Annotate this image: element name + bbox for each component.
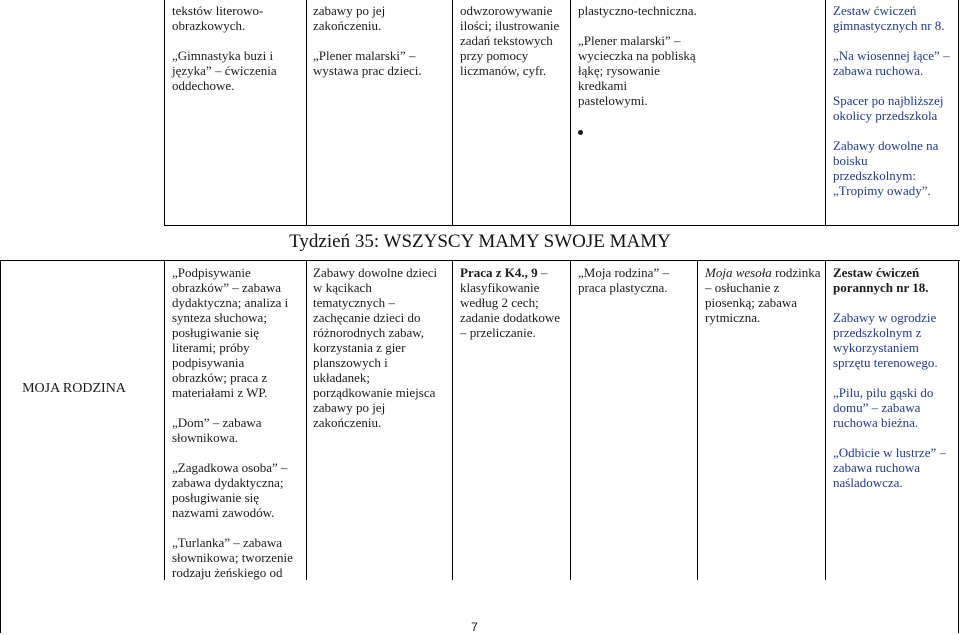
section-title: Zestaw ćwiczeń porannych nr 18. (833, 265, 929, 295)
grid-line (164, 225, 959, 226)
page-number: 7 (471, 620, 478, 634)
text-line: „Pilu, pilu gąski do domu” – zabawa ruchowa bieżna. (833, 385, 934, 430)
grid-line (825, 0, 826, 226)
bottom-cell-5 (705, 265, 821, 325)
text-line (705, 265, 821, 325)
grid-line (452, 0, 453, 226)
top-cell-4 (578, 3, 698, 138)
text-rest: – klasyfikowanie według 2 cech; zadanie dodatkowe – przeliczanie. (460, 265, 560, 340)
grid-line (570, 260, 571, 580)
grid-line (958, 0, 959, 226)
week-heading: Tydzień 35: WSZYSCY MAMY SWOJE MAMY (289, 231, 671, 252)
bottom-cell-2 (313, 265, 447, 430)
text-line: Zabawy dowolne na boisku przedszkolnym: „Tropimy owady”. (833, 138, 939, 198)
grid-line (306, 260, 307, 580)
text-line: Zabawy dowolne dzieci w kącikach tematycznych – zachęcanie dzieci do różnorodnych zabaw, korzystania z gier planszowych i układanek; porządkowanie miejsca zabawy po jej zakończeniu. (313, 265, 438, 430)
text-line: plastyczno-techniczna. (578, 3, 697, 18)
text-line: zabawy po jej zakończeniu. (313, 3, 386, 33)
text-line: odwzorowywanie ilości; ilustrowanie zadań tekstowych przy pomocy liczmanów, cyfr. (460, 3, 560, 78)
text-rest: rodzinka – osłuchanie z piosenką; zabawa rytmiczna. (705, 265, 821, 325)
text-line: „Zagadkowa osoba” – zabawa dydaktyczna; posługiwanie się nazwami zawodów. (172, 460, 288, 520)
grid-line (825, 260, 826, 580)
row-label: MOJA RODZINA (22, 381, 126, 396)
text-line: „Plener malarski” – wystawa prac dzieci. (313, 48, 422, 78)
text-lead: Moja wesoła (705, 265, 772, 280)
text-line (460, 265, 566, 340)
bottom-cell-3 (460, 265, 566, 340)
text-line: „Podpisywanie obrazków” – zabawa dydaktyczna; analiza i synteza słuchowa; posługiwanie się literami; próby podpisywania obrazków; praca z materiałami z WP. (172, 265, 289, 400)
text-line: „Na wiosennej łące” – zabawa ruchowa. (833, 48, 950, 78)
text-line: „Moja rodzina” – praca plastyczna. (578, 265, 669, 295)
grid-line (164, 260, 165, 580)
grid-line (697, 260, 698, 580)
top-cell-2 (313, 3, 443, 78)
text-lead: Praca z K4., 9 (460, 265, 538, 280)
text-line: „Odbicie w lustrze” – zabawa ruchowa naśladowcza. (833, 445, 946, 490)
grid-line (452, 260, 453, 580)
grid-line (958, 260, 959, 633)
top-cell-5 (833, 3, 953, 198)
text-line: tekstów literowo-obrazkowych. (172, 3, 264, 33)
text-line: „Dom” – zabawa słownikowa. (172, 415, 262, 445)
bullet (578, 123, 698, 138)
grid-line (570, 0, 571, 226)
top-cell-1 (172, 3, 300, 93)
text-line: „Gimnastyka buzi i języka” – ćwiczenia oddechowe. (172, 48, 277, 93)
section-title: Zestaw ćwiczeń gimnastycznych nr 8. (833, 3, 945, 33)
bottom-cell-4 (578, 265, 692, 295)
text-line: „Plener malarski” – wycieczka na pobliską łąkę; rysowanie kredkami pastelowymi. (578, 33, 696, 108)
bullet-dot (578, 130, 583, 135)
bottom-cell-6 (833, 265, 953, 490)
grid-line (0, 260, 1, 633)
grid-line (164, 0, 165, 226)
grid-line (306, 0, 307, 226)
text-line: Spacer po najbliższej okolicy przedszkola (833, 93, 944, 123)
grid-line (0, 260, 960, 261)
bottom-cell-1 (172, 265, 298, 580)
text-line: Zabawy w ogrodzie przedszkolnym z wykorzystaniem sprzętu terenowego. (833, 310, 938, 370)
top-cell-3 (460, 3, 566, 78)
text-line: „Turlanka” – zabawa słownikowa; tworzenie rodzaju żeńskiego od (172, 535, 293, 580)
